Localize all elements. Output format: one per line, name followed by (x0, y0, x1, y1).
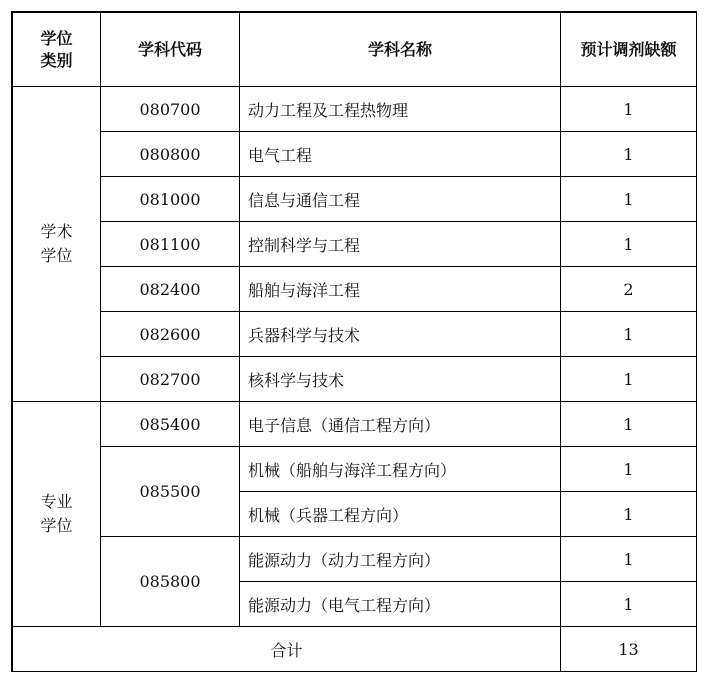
subject-name: 能源动力（电气工程方向） (240, 582, 561, 627)
subject-code: 082600 (101, 312, 240, 357)
header-quota: 预计调剂缺额 (561, 13, 697, 87)
header-subject-name: 学科名称 (240, 13, 561, 87)
subject-code: 085500 (101, 447, 240, 537)
quota-value: 1 (561, 492, 697, 537)
header-subject-code: 学科代码 (101, 13, 240, 87)
quota-table (12, 12, 697, 672)
quota-value: 1 (561, 447, 697, 492)
subject-name: 信息与通信工程 (240, 177, 561, 222)
subject-name: 电子信息（通信工程方向） (240, 402, 561, 447)
table-row (13, 132, 697, 177)
quota-value: 1 (561, 132, 697, 177)
subject-name: 控制科学与工程 (240, 222, 561, 267)
quota-value: 1 (561, 402, 697, 447)
table-row (13, 402, 697, 447)
table-row (13, 537, 697, 582)
subject-code: 082700 (101, 357, 240, 402)
quota-value: 1 (561, 177, 697, 222)
subject-code: 081100 (101, 222, 240, 267)
subject-code: 085800 (101, 537, 240, 627)
category-professional: 专业 学位 (13, 402, 101, 627)
quota-value: 1 (561, 537, 697, 582)
subject-name: 机械（兵器工程方向） (240, 492, 561, 537)
table-row (13, 312, 697, 357)
quota-value: 1 (561, 582, 697, 627)
table-row (13, 222, 697, 267)
subject-name: 机械（船舶与海洋工程方向） (240, 447, 561, 492)
quota-value: 1 (561, 87, 697, 132)
subject-code: 081000 (101, 177, 240, 222)
subject-name: 兵器科学与技术 (240, 312, 561, 357)
subject-code: 085400 (101, 402, 240, 447)
subject-code: 082400 (101, 267, 240, 312)
total-value: 13 (561, 627, 697, 672)
table-row (13, 267, 697, 312)
total-row (13, 627, 697, 672)
header-degree-category: 学位 类别 (13, 13, 101, 87)
subject-code: 080800 (101, 132, 240, 177)
total-label: 合计 (13, 627, 561, 672)
quota-value: 2 (561, 267, 697, 312)
header-row (13, 13, 697, 87)
quota-value: 1 (561, 357, 697, 402)
subject-name: 动力工程及工程热物理 (240, 87, 561, 132)
subject-name: 能源动力（动力工程方向） (240, 537, 561, 582)
subject-name: 船舶与海洋工程 (240, 267, 561, 312)
table-row (13, 87, 697, 132)
subject-code: 080700 (101, 87, 240, 132)
subject-name: 电气工程 (240, 132, 561, 177)
quota-value: 1 (561, 222, 697, 267)
table-row (13, 447, 697, 492)
table-row (13, 177, 697, 222)
quota-value: 1 (561, 312, 697, 357)
category-academic: 学术 学位 (13, 87, 101, 402)
subject-name: 核科学与技术 (240, 357, 561, 402)
table-row (13, 357, 697, 402)
